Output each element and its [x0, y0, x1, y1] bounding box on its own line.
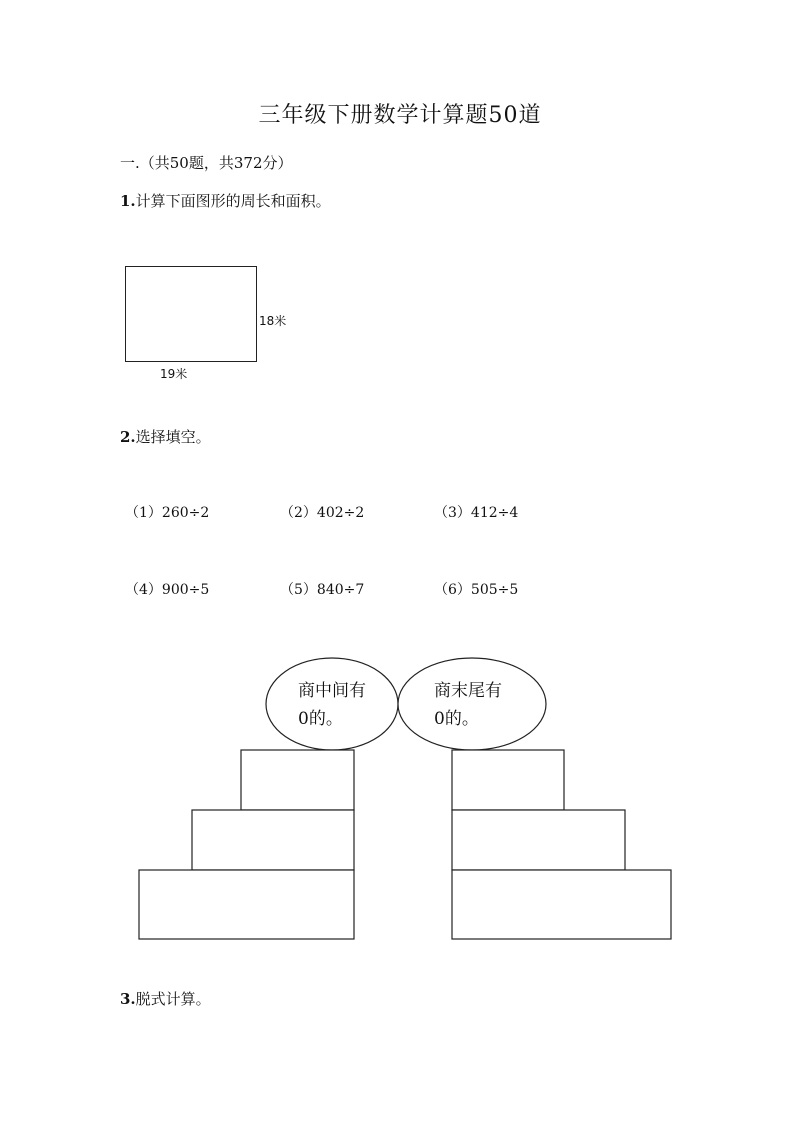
item-1 — [125, 502, 209, 522]
question-3-text: 脱式计算。 — [135, 990, 211, 1008]
left-step-top — [241, 750, 354, 810]
rectangle-side-label — [259, 312, 286, 329]
item-2 — [280, 502, 364, 522]
item-expression: 402÷2 — [316, 505, 365, 521]
item-6 — [434, 579, 518, 599]
item-expression: 900÷5 — [161, 582, 210, 598]
rectangle-bottom-label — [160, 365, 187, 382]
item-label: （2） — [280, 505, 317, 521]
side-length-label: 18米 — [259, 314, 287, 328]
section-heading: 一.（共50题，共372分） — [120, 154, 293, 172]
right-bubble-line2: 0的。 — [434, 709, 479, 729]
sorting-diagram — [0, 640, 800, 950]
question-2-text: 选择填空。 — [135, 428, 211, 446]
right-bubble — [398, 658, 546, 750]
item-label: （5） — [280, 582, 317, 598]
item-4 — [125, 579, 209, 599]
right-step-top — [452, 750, 564, 810]
right-bubble-line1: 商末尾有 — [434, 681, 502, 701]
item-5 — [280, 579, 364, 599]
right-step-middle — [452, 810, 625, 870]
question-1-text: 计算下面图形的周长和面积。 — [135, 192, 331, 210]
item-expression: 260÷2 — [161, 505, 210, 521]
question-2 — [120, 426, 211, 447]
item-3 — [434, 502, 518, 522]
item-label: （3） — [434, 505, 471, 521]
left-step-bottom — [139, 870, 354, 939]
bottom-length-label: 19米 — [160, 367, 188, 381]
question-3 — [120, 988, 211, 1009]
question-2-number: 2. — [120, 428, 136, 446]
item-label: （6） — [434, 582, 471, 598]
item-expression: 840÷7 — [316, 582, 365, 598]
item-expression: 505÷5 — [470, 582, 519, 598]
left-step-middle — [192, 810, 354, 870]
question-3-number: 3. — [120, 990, 136, 1008]
page-title: 三年级下册数学计算题50道 — [258, 103, 542, 128]
right-step-bottom — [452, 870, 671, 939]
question-1 — [120, 190, 331, 211]
question-1-number: 1. — [120, 192, 136, 210]
item-expression: 412÷4 — [470, 505, 519, 521]
item-label: （1） — [125, 505, 162, 521]
item-label: （4） — [125, 582, 162, 598]
rectangle-figure — [125, 266, 257, 362]
left-bubble-line1: 商中间有 — [298, 681, 366, 701]
left-bubble — [266, 658, 398, 750]
left-bubble-line2: 0的。 — [298, 709, 343, 729]
